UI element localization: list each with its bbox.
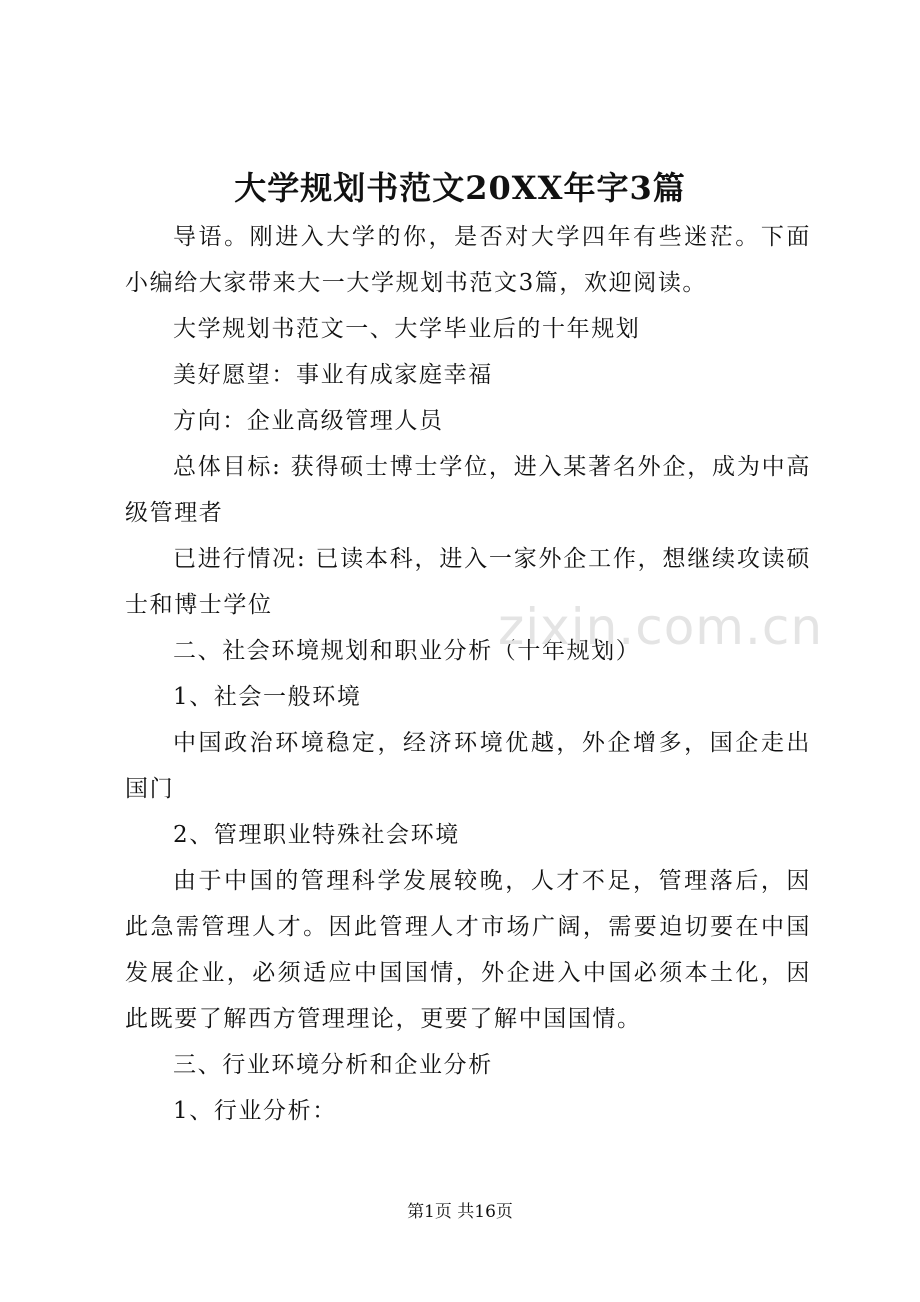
paragraph-progress: 已进行情况: 已读本科，进入一家外企工作，想继续攻读硕士和博士学位 [125,546,811,618]
paragraph-overall-goal: 总体目标: 获得硕士博士学位，进入某著名外企，成为中高级管理者 [125,454,811,526]
paragraph-wish: 美好愿望：事业有成家庭幸福 [173,362,493,388]
paragraph-section-heading: 大学规划书范文一、大学毕业后的十年规划 [173,316,641,342]
document-body [125,214,811,1134]
paragraph-management-env: 由于中国的管理科学发展较晚，人才不足，管理落后，因此急需管理人才。因此管理人才市场广阔，需要迫切要在中国发展企业，必须适应中国国情，外企进入中国必须本土化，因此既要了解西方管理理论，更要了解中国国情。 [125,868,811,1032]
paragraph-intro: 导语。刚进入大学的你，是否对大学四年有些迷茫。下面小编给大家带来大一大学规划书范文3篇，欢迎阅读。 [125,224,811,296]
document-title: 大学规划书范文20XX年字3篇 [234,169,686,207]
paragraph-general-env: 中国政治环境稳定，经济环境优越，外企增多，国企走出国门 [125,730,811,802]
paragraph-industry: 1、行业分析： [173,1098,337,1124]
paragraph-sub-two: 2、管理职业特殊社会环境 [173,822,460,848]
paragraph-heading-three: 三、行业环境分析和企业分析 [173,1052,493,1078]
paragraph-sub-one: 1、社会一般环境 [173,684,362,710]
page-footer: 第1页 共16页 [407,1202,513,1222]
paragraph-heading-two: 二、社会环境规划和职业分析（十年规划） [173,638,641,664]
watermark: zixin.com.cn [498,598,824,656]
paragraph-direction: 方向：企业高级管理人员 [173,408,444,434]
